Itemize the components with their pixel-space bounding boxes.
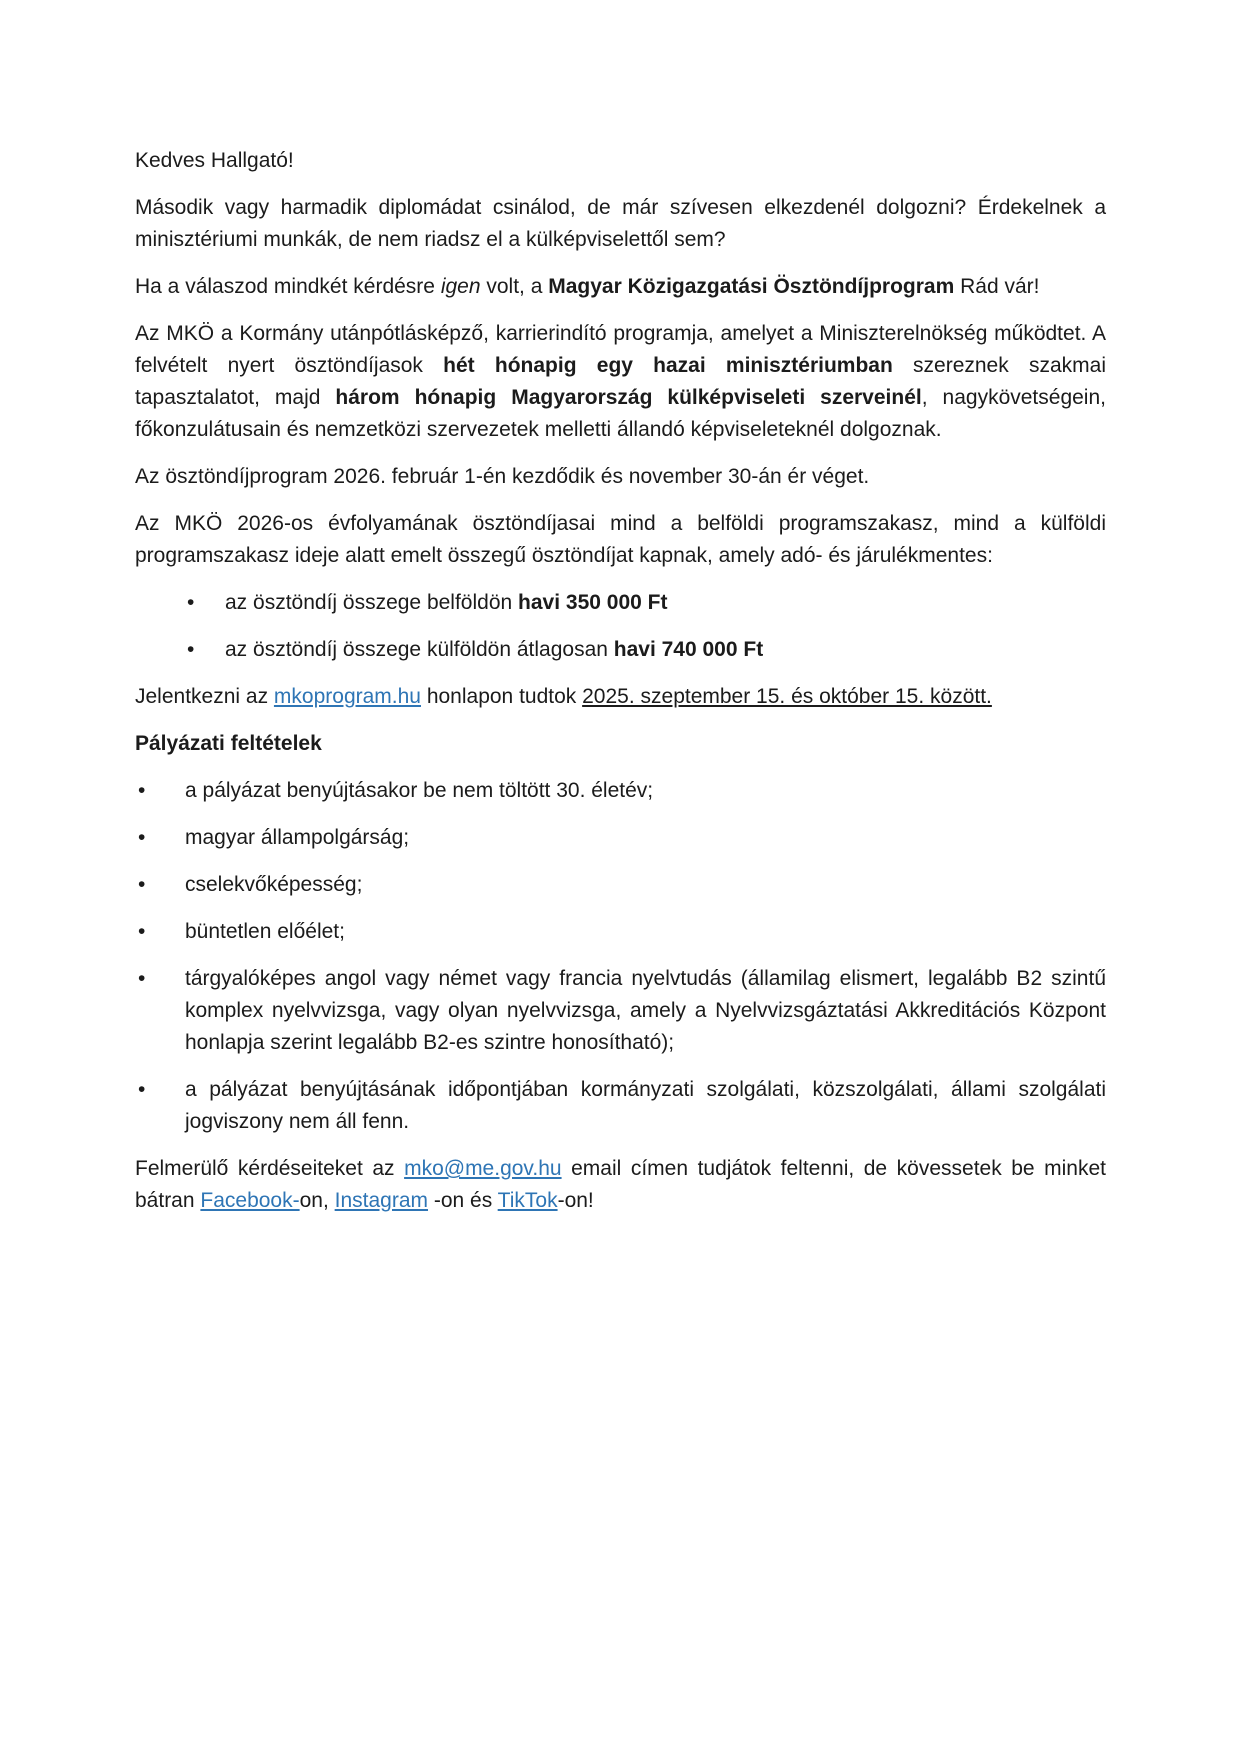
text-run: tárgyalóképes angol vagy német vagy francia nyelvtudás (államilag elismert, legalább B2 szintű komplex nyelvvizsga, vagy olyan nyelvvizsga, amely a Nyelvvizsgáztatási Akkreditációs Központ honlapja szerint legalább B2-es szintre honosítható); (185, 967, 1106, 1054)
text-run: az ösztöndíj összege külföldön átlagosan (225, 638, 614, 661)
text-run: igen (440, 275, 481, 298)
facebook-link[interactable]: Facebook- (200, 1189, 300, 1212)
bullet-icon: • (138, 920, 146, 943)
text-run: , nagykövetségein, főkonzulátusain és nemzetközi szervezetek melletti állandó képviseleteknél dolgoznak. (135, 386, 1106, 441)
condition-age-item (135, 775, 1106, 807)
contact-paragraph (135, 1153, 1106, 1217)
text-run: büntetlen előélet; (185, 920, 345, 943)
text-run: Kedves Hallgató! (135, 149, 294, 172)
stipend-domestic-item (135, 587, 1106, 619)
text-run: havi 740 000 Ft (613, 638, 764, 661)
text-run: Jelentkezni az (135, 685, 274, 708)
greeting-paragraph (135, 145, 1106, 177)
text-run: honlapon tudtok (420, 685, 583, 708)
bullet-icon: • (138, 873, 146, 896)
text-run: Pályázati feltételek (135, 732, 322, 755)
stipend-intro-paragraph (135, 508, 1106, 572)
text-run: Második vagy harmadik diplomádat csinálod, de már szívesen elkezdenél dolgozni? Érdekelnek a minisztériumi munkák, de nem riadsz el a külképviselettől sem? (135, 196, 1106, 251)
intro-paragraph (135, 192, 1106, 256)
text-run: on, (299, 1189, 335, 1212)
text-run: -on! (557, 1189, 594, 1212)
condition-capacity-item (135, 869, 1106, 901)
mkoprogram-link[interactable]: mkoprogram.hu (273, 685, 421, 708)
text-run: -on és (428, 1189, 498, 1212)
condition-language-item (135, 963, 1106, 1059)
instagram-link[interactable]: Instagram (334, 1189, 429, 1212)
program-invitation-paragraph (135, 271, 1106, 303)
text-run: Magyar Közigazgatási Ösztöndíjprogram (548, 275, 955, 298)
program-description-paragraph (135, 318, 1106, 446)
email-link[interactable]: mko@me.gov.hu (404, 1157, 562, 1180)
stipend-abroad-item (135, 634, 1106, 666)
bullet-icon: • (138, 1078, 146, 1101)
text-run: volt, a (480, 275, 549, 298)
text-run: Az ösztöndíjprogram 2026. február 1-én kezdődik és november 30-án ér véget. (135, 465, 870, 488)
text-run: Az MKÖ 2026-os évfolyamának ösztöndíjasai mind a belföldi programszakasz, mind a külföldi programszakasz ideje alatt emelt összegű ösztöndíjat kapnak, amely adó- és járulékmentes: (135, 512, 1106, 567)
text-run: szereznek szakmai tapasztalatot, majd (135, 354, 1106, 409)
bullet-icon: • (138, 967, 146, 990)
text-run: a pályázat benyújtásakor be nem töltött 30. életév; (185, 779, 654, 802)
text-run: hét hónapig egy hazai minisztériumban (443, 354, 893, 377)
text-run: Ha a válaszod mindkét kérdésre (135, 275, 441, 298)
application-info-paragraph (135, 681, 1106, 713)
text-run: havi 350 000 Ft (518, 591, 668, 614)
bullet-icon: • (187, 591, 195, 614)
text-run: Az MKÖ a Kormány utánpótlásképző, karrierindító programja, amelyet a Miniszterelnökség működtet. A felvételt nyert ösztöndíjasok (135, 322, 1106, 377)
conditions-heading (135, 728, 1106, 760)
program-dates-paragraph (135, 461, 1106, 493)
text-run: három hónapig Magyarország külképviseleti szerveinél (335, 386, 922, 409)
tiktok-link[interactable]: TikTok (497, 1189, 558, 1212)
text-run: az ösztöndíj összege belföldön (225, 591, 519, 614)
text-run: a pályázat benyújtásának időpontjában kormányzati szolgálati, közszolgálati, állami szolgálati jogviszony nem áll fenn. (185, 1078, 1106, 1133)
text-run: cselekvőképesség; (185, 873, 363, 896)
bullet-icon: • (138, 779, 146, 802)
text-run: Rád vár! (954, 275, 1040, 298)
condition-clean-record-item (135, 916, 1106, 948)
condition-employment-item (135, 1074, 1106, 1138)
document-content (135, 145, 1106, 1232)
text-run: 2025. szeptember 15. és október 15. között. (582, 685, 992, 708)
text-run: Felmerülő kérdéseiteket az (135, 1157, 405, 1180)
bullet-icon: • (187, 638, 195, 661)
condition-citizenship-item (135, 822, 1106, 854)
text-run: magyar állampolgárság; (185, 826, 410, 849)
bullet-icon: • (138, 826, 146, 849)
text-run: email címen tudjátok feltenni, de kövessetek be minket bátran (135, 1157, 1106, 1212)
